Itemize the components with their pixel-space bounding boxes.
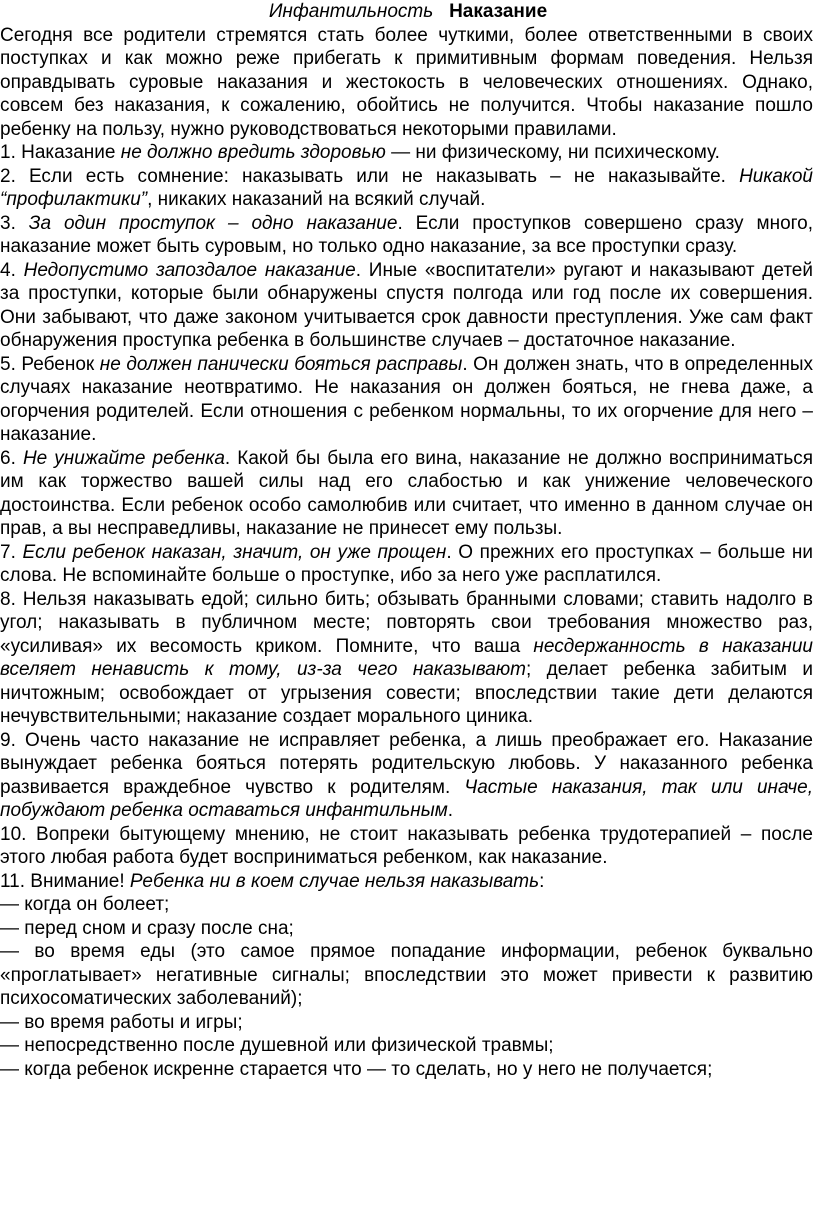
rule-paragraph: 5. Ребенок не должен панически бояться расправы. Он должен знать, что в определенных случаях наказание неотвратимо. Не наказания он должен бояться, не гнева даже, а огорчения родителей. Если отношения с ребенком нормальны, то их огорчение для него – наказание. <box>0 353 813 445</box>
rule-paragraph: 2. Если есть сомнение: наказывать или не наказывать – не наказывайте. Никакой “профилактики”, никаких наказаний на всякий случай. <box>0 165 813 210</box>
rule-paragraph: 3. За один проступок – одно наказание. Если проступков совершено сразу много, наказание может быть суровым, но только одно наказание, за все проступки сразу. <box>0 212 813 257</box>
rule-paragraph: 11. Внимание! Ребенка ни в коем случае нельзя наказывать: <box>0 870 545 892</box>
rule-paragraph: 6. Не унижайте ребенка. Какой бы была его вина, наказание не должно восприниматься им как торжество вашей силы над его слабостью и как унижение человеческого достоинства. Если ребенок особо самолюбив или считает, что именно в данном случае он прав, а вы несправедливы, наказание не принесет ему пользы. <box>0 447 814 539</box>
list-item: — когда ребенок искренне старается что — то сделать, но у него не получается; <box>0 1058 713 1080</box>
list-item: — когда он болеет; <box>0 894 170 915</box>
rule-paragraph: 9. Очень часто наказание не исправляет ребенка, а лишь преображает его. Наказание вынуждает ребенка бояться потерять родительскую любовь. У наказанного ребенка развивается враждебное чувство к родителям. Частые наказания, так или иначе, побуждают ребенка оставаться инфантильным. <box>0 729 813 821</box>
rule-paragraph: 10. Вопреки бытующему мнению, не стоит наказывать ребенка трудотерапией – после этого любая работа будет восприниматься ребенком, как наказание. <box>0 823 813 868</box>
list-item: — перед сном и сразу после сна; <box>0 917 294 939</box>
rule-paragraph: 8. Нельзя наказывать едой; сильно бить; обзывать бранными словами; ставить надолго в угол; наказывать в публичном месте; повторять свои требования множество раз, «усиливая» их весомость криком. Помните, что ваша несдержанность в наказании вселяет ненависть к тому, из-за чего наказывают; делает ребенка забитым и ничтожным; освобождает от угрызения совести; впоследствии такие дети делаются нечувствительными; наказание создает морального циника. <box>0 588 813 727</box>
rule-paragraph: 1. Наказание не должно вредить здоровью — ни физическому, ни психическому. <box>0 142 720 163</box>
intro-paragraph: Сегодня все родители стремятся стать более чуткими, более ответственными в своих поступках и как можно реже прибегать к примитивным формам поведения. Нельзя оправдывать суровые наказания и жестокость в человеческих отношениях. Однако, совсем без наказания, к сожалению, обойтись не получится. Чтобы наказание пошло ребенку на пользу, нужно руководствоваться некоторыми правилами. <box>0 24 813 140</box>
rule-paragraph: 7. Если ребенок наказан, значит, он уже прощен. О прежних его проступках – больше ни слова. Не вспоминайте больше о проступке, ибо за него уже расплатился. <box>0 541 814 586</box>
list-item: — во время еды (это самое прямое попадание информации, ребенок буквально «проглатывает» негативные сигналы; впоследствии это может привести к развитию психосоматических заболеваний); <box>0 941 813 1009</box>
list-item: — непосредственно после душевной или физической травмы; <box>0 1035 554 1056</box>
page-title <box>0 0 816 24</box>
title-italic: Инфантильность <box>268 1 434 22</box>
list-item: — во время работы и игры; <box>0 1011 243 1033</box>
rule-paragraph: 4. Недопустимо запоздалое наказание. Иные «воспитатели» ругают и наказывают детей за проступки, которые были обнаружены спустя полгода или год после их совершения. Они забывают, что даже законом учитывается срок давности преступления. Уже сам факт обнаружения проступка ребенка в большинстве случаев – достаточное наказание. <box>0 259 813 351</box>
title-bold: Наказание <box>449 1 548 22</box>
